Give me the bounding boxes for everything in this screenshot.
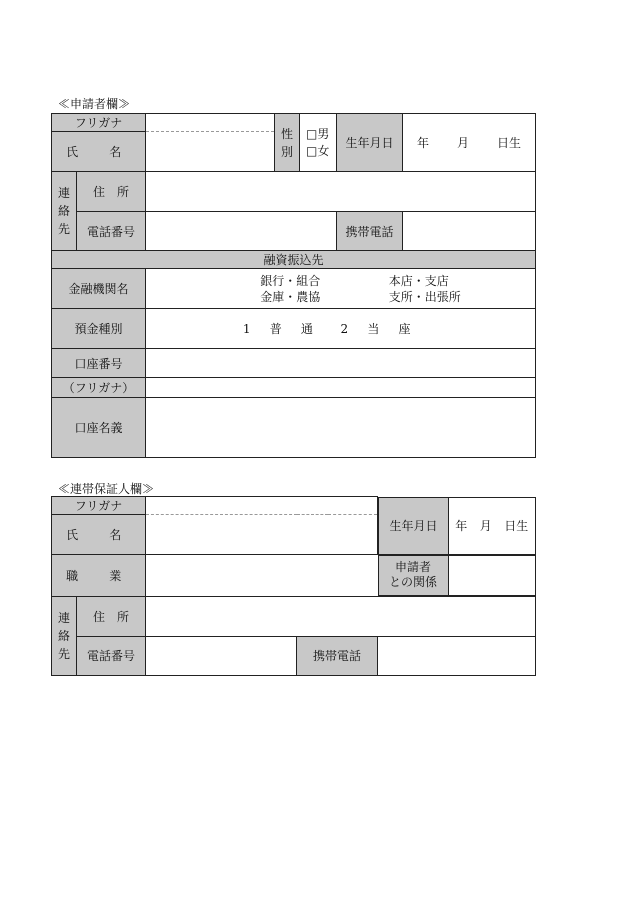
deposit-type-label: 預金種別 — [52, 309, 146, 349]
deposit-current-option[interactable]: 2 当 座 — [340, 322, 415, 336]
guarantor-name-field[interactable] — [146, 515, 378, 555]
deposit-ordinary-option[interactable]: 1 普 通 — [242, 322, 317, 336]
guarantor-phone-field[interactable] — [146, 636, 297, 675]
relation-wrap — [378, 555, 536, 597]
birthdate-label: 生年月日 — [337, 114, 403, 172]
furigana-field[interactable] — [146, 114, 275, 132]
occupation-field[interactable] — [146, 555, 378, 597]
guarantor-birthdate-label: 生年月日 — [379, 497, 449, 554]
gender-male-checkbox[interactable]: □男 — [306, 126, 330, 141]
guarantor-name-label: 氏 名 — [52, 515, 146, 555]
address-label: 住 所 — [77, 172, 146, 212]
address-field[interactable] — [146, 172, 536, 212]
name-label: 氏 名 — [52, 132, 146, 172]
guarantor-furigana-field[interactable] — [146, 497, 378, 515]
gender-options[interactable] — [300, 114, 337, 172]
month-label: 月 — [457, 136, 470, 150]
guarantor-table — [51, 496, 536, 676]
account-furigana-field[interactable] — [146, 378, 536, 398]
account-holder-field[interactable] — [146, 398, 536, 458]
year-label: 年 — [417, 136, 430, 150]
guarantor-birth-wrap — [378, 497, 536, 555]
day-label: 日生 — [497, 136, 522, 150]
gender-label: 性別 — [275, 114, 300, 172]
guarantor-year-label: 年 — [455, 519, 468, 533]
guarantor-phone-label: 電話番号 — [77, 636, 146, 675]
guarantor-contact-label: 連 絡 先 — [52, 596, 77, 675]
guarantor-day-label: 日生 — [504, 519, 529, 533]
relation-field[interactable] — [448, 555, 535, 595]
bank-name-label: 金融機関名 — [52, 269, 146, 309]
phone-field[interactable] — [146, 212, 337, 251]
relation-label: 申請者 との関係 — [378, 555, 448, 595]
guarantor-address-label: 住 所 — [77, 596, 146, 636]
account-number-field[interactable] — [146, 349, 536, 378]
name-field[interactable] — [146, 132, 275, 172]
occupation-label: 職 業 — [52, 555, 146, 597]
guarantor-section-title: ≪連帯保証人欄≫ — [58, 482, 155, 496]
applicant-section-title: ≪申請者欄≫ — [58, 97, 131, 111]
contact-label: 連 絡 先 — [52, 172, 77, 251]
birthdate-field[interactable] — [403, 114, 536, 172]
guarantor-furigana-label: フリガナ — [52, 497, 146, 515]
furigana-label: フリガナ — [52, 114, 146, 132]
account-furigana-label: （フリガナ） — [52, 378, 146, 398]
guarantor-month-label: 月 — [479, 519, 492, 533]
mobile-field[interactable] — [403, 212, 536, 251]
phone-label: 電話番号 — [77, 212, 146, 251]
account-holder-label: 口座名義 — [52, 398, 146, 458]
guarantor-birthdate-field[interactable] — [449, 497, 536, 554]
mobile-label: 携帯電話 — [337, 212, 403, 251]
deposit-type-options[interactable] — [146, 309, 536, 349]
gender-female-checkbox[interactable]: □女 — [306, 143, 330, 158]
account-number-label: 口座番号 — [52, 349, 146, 378]
bank-section-header: 融資振込先 — [52, 251, 536, 269]
guarantor-mobile-field[interactable] — [378, 636, 536, 675]
bank-name-field[interactable]: 銀行・組合 金庫・農協 本店・支店 支所・出張所 — [146, 269, 536, 309]
guarantor-address-field[interactable] — [146, 596, 536, 636]
guarantor-mobile-label: 携帯電話 — [297, 636, 378, 675]
applicant-table — [51, 113, 536, 458]
